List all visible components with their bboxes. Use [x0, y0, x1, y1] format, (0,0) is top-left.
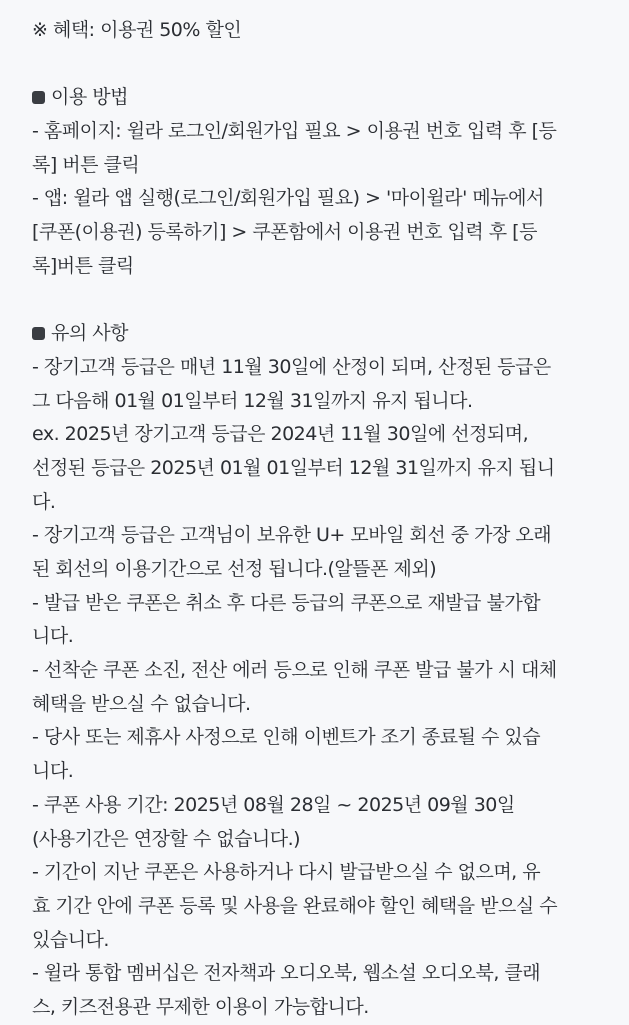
spacer: [32, 284, 611, 318]
note-line: - 발급 받은 쿠폰은 취소 후 다른 등급의 쿠폰으로 재발급 불가합: [32, 591, 541, 614]
notes-heading-text: 유의 사항: [51, 322, 128, 345]
note-line: - 선착순 쿠폰 소진, 전산 에러 등으로 인해 쿠폰 발급 불가 시 대체: [32, 659, 557, 682]
usage-line: - 앱: 윌라 앱 실행(로그인/회원가입 필요) > '마이윌라' 메뉴에서: [32, 187, 544, 210]
note-line: - 기간이 지난 쿠폰은 사용하거나 다시 발급받으실 수 없으며, 유: [32, 861, 541, 884]
usage-line: [쿠폰(이용권) 등록하기] > 쿠폰함에서 이용권 번호 입력 후 [등: [32, 221, 537, 244]
note-line: - 쿠폰 사용 기간: 2025년 08월 28일 ~ 2025년 09월 30일: [32, 793, 515, 816]
note-line: 다.: [32, 490, 56, 513]
note-line: 효 기간 안에 쿠폰 등록 및 사용을 완료해야 할인 혜택을 받으실 수: [32, 894, 558, 917]
notes-heading: [32, 317, 611, 351]
benefit-line: ※ 혜택: 이용권 50% 할인: [32, 19, 242, 41]
note-line: - 장기고객 등급은 매년 11월 30일에 산정이 되며, 산정된 등급은: [32, 355, 551, 378]
square-bullet-icon: [32, 327, 45, 340]
note-line: 그 다음해 01월 01일부터 12월 31일까지 유지 됩니다.: [32, 389, 473, 412]
note-line: 있습니다.: [32, 928, 109, 951]
square-bullet-icon: [32, 91, 45, 104]
usage-line: 록] 버튼 클릭: [32, 153, 140, 176]
usage-line: 록]버튼 클릭: [32, 254, 134, 277]
note-line: - 당사 또는 제휴사 사정으로 인해 이벤트가 조기 종료될 수 있습: [32, 726, 541, 749]
note-line: 스, 키즈전용관 무제한 이용이 가능합니다.: [32, 995, 369, 1018]
note-line: 선정된 등급은 2025년 01월 01일부터 12월 31일까지 유지 됩니: [32, 456, 555, 479]
note-line: - 장기고객 등급은 고객님이 보유한 U+ 모바일 회선 중 가장 오래: [32, 524, 552, 547]
note-line: - 윌라 통합 멤버십은 전자책과 오디오북, 웹소설 오디오북, 클래: [32, 962, 541, 985]
note-line: 혜택을 받으실 수 없습니다.: [32, 692, 251, 715]
usage-line: - 홈페이지: 윌라 로그인/회원가입 필요 > 이용권 번호 입력 후 [등: [32, 120, 557, 143]
note-line: 니다.: [32, 625, 74, 648]
usage-heading-text: 이용 방법: [51, 86, 128, 109]
spacer: [32, 48, 611, 82]
note-line: 된 회선의 이용기간으로 선정 됩니다.(알뜰폰 제외): [32, 558, 437, 580]
note-line: 니다.: [32, 760, 74, 783]
note-line: (사용기간은 연장할 수 없습니다.): [32, 827, 301, 850]
usage-heading: [32, 81, 611, 115]
note-line: ex. 2025년 장기고객 등급은 2024년 11월 30일에 선정되며,: [32, 423, 529, 446]
